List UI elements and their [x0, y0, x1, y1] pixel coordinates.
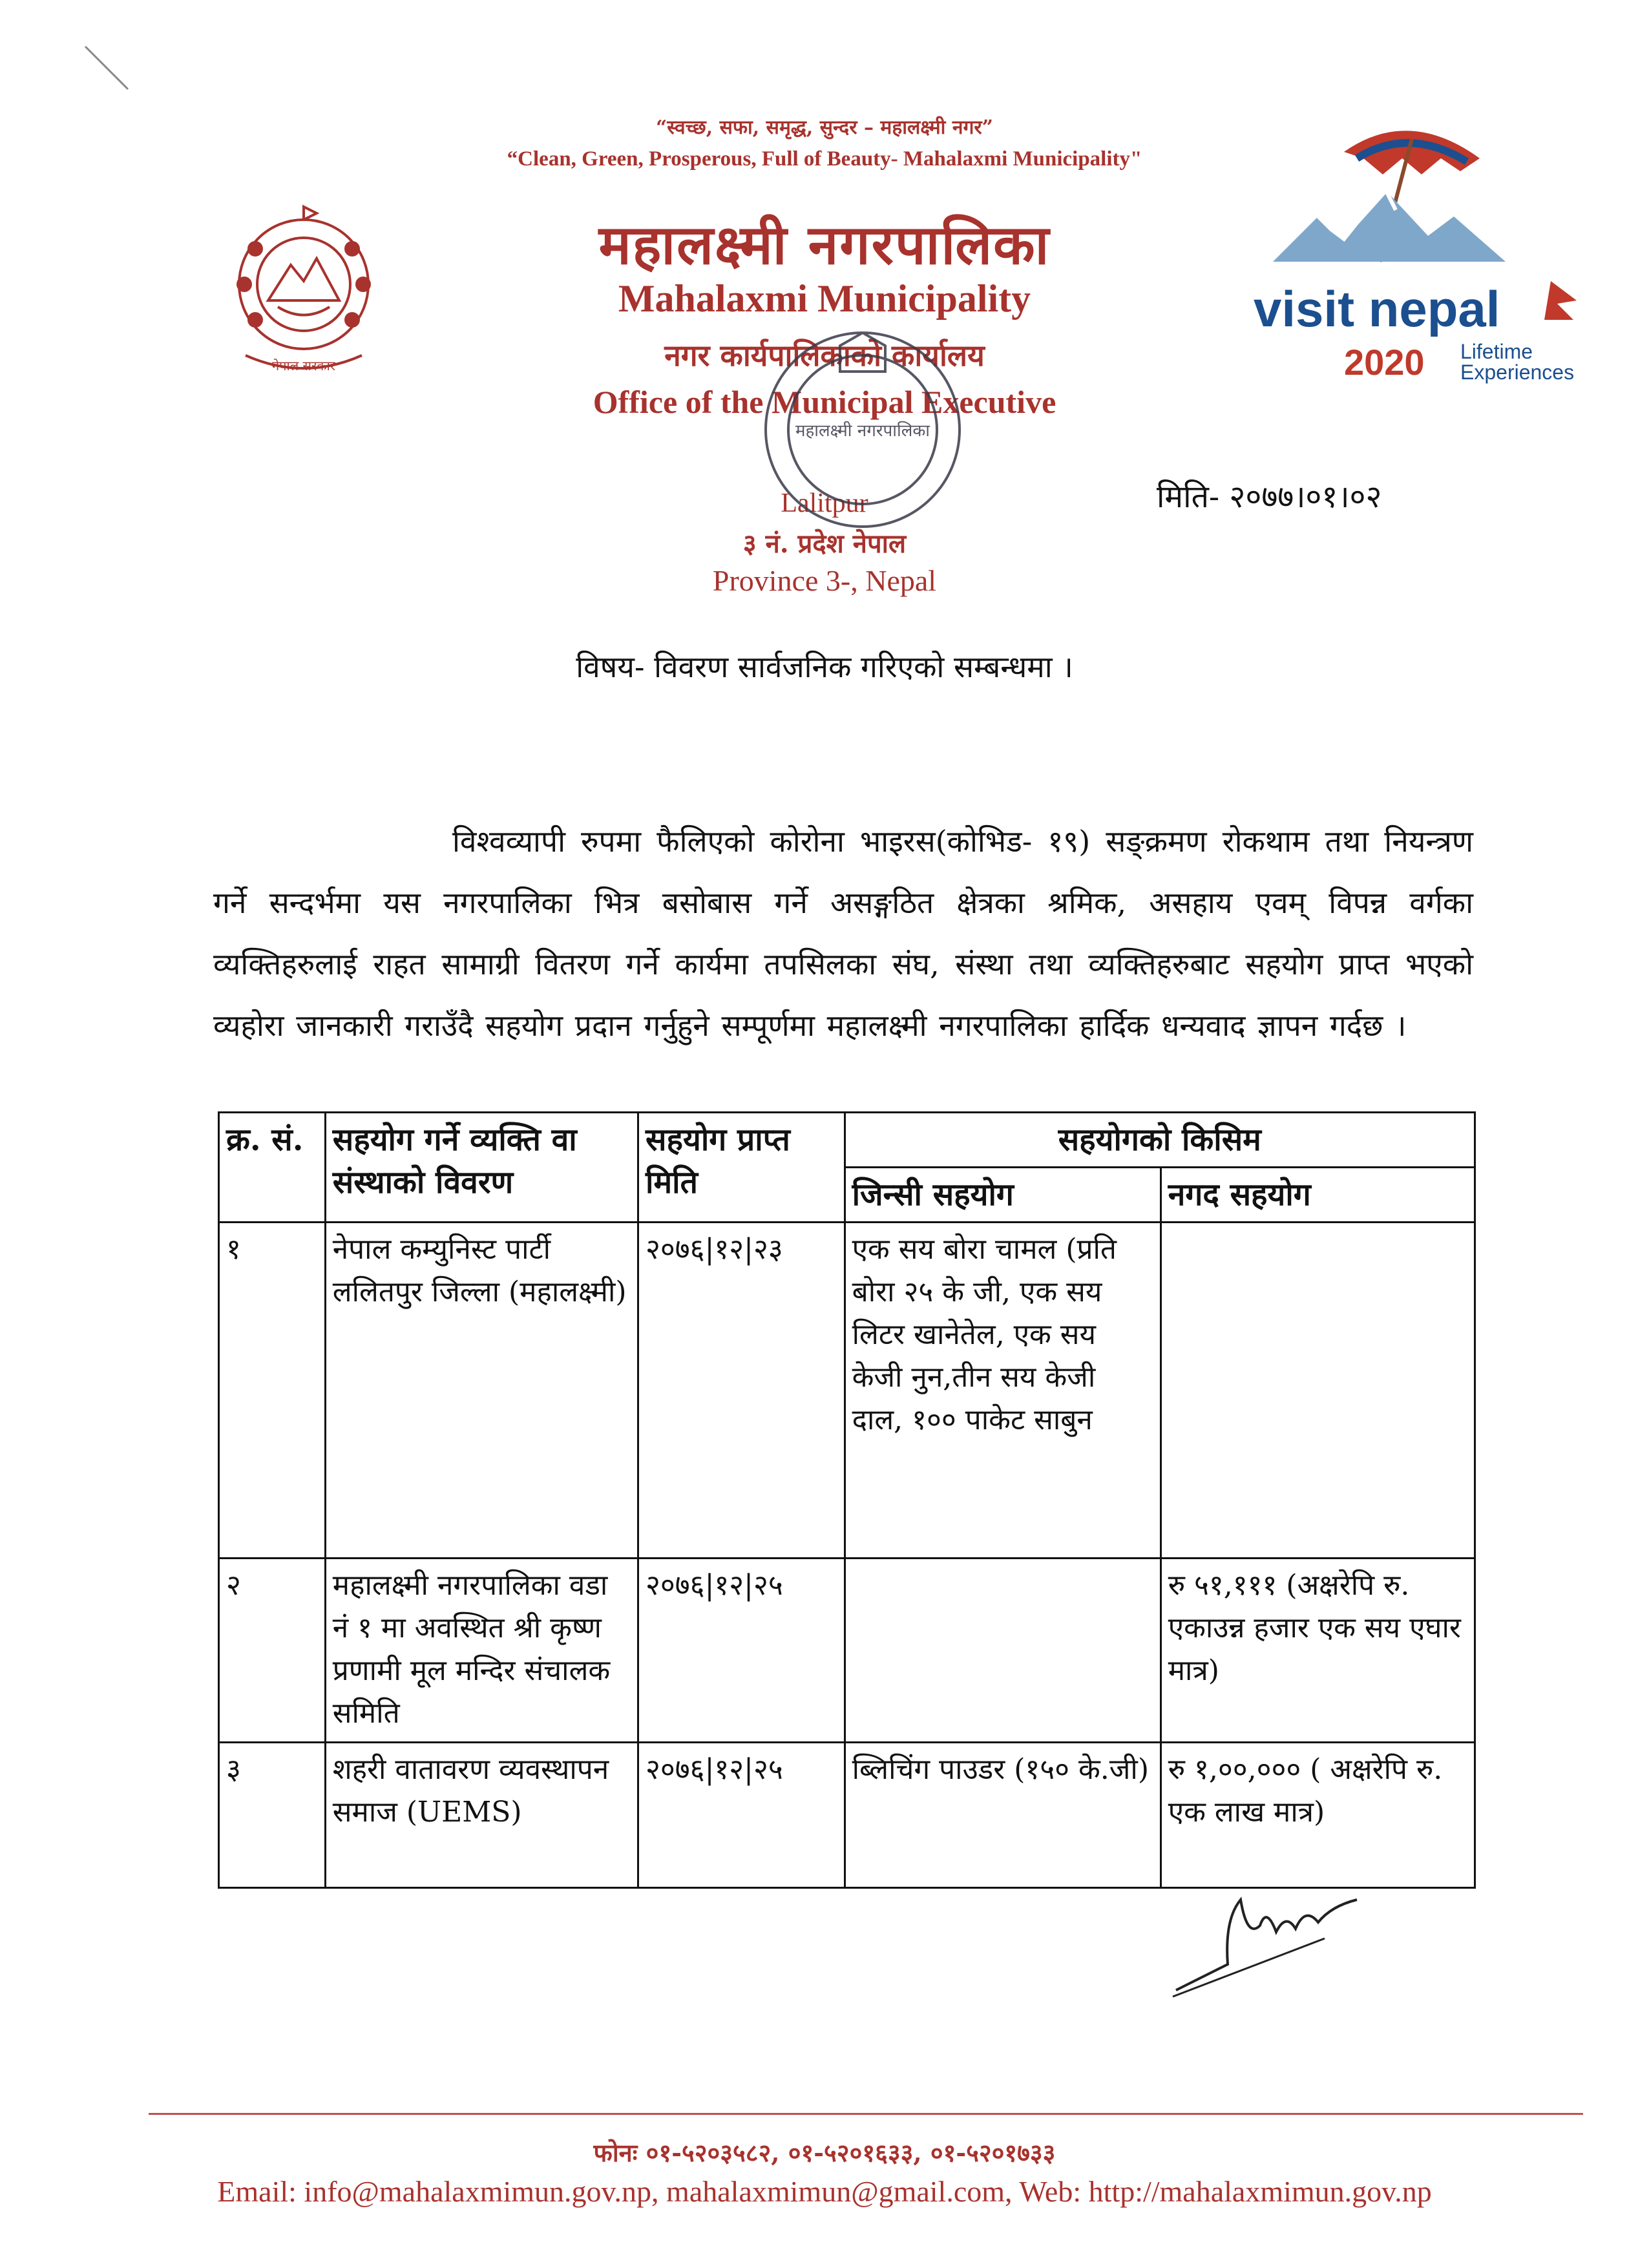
year-2020-text: 2020 [1344, 342, 1425, 383]
stamp-text: महालक्ष्मी नगरपालिका [795, 421, 930, 441]
header-date: सहयोग प्राप्त मिति [638, 1113, 845, 1223]
municipality-title-english: Mahalaxmi Municipality [618, 277, 1031, 320]
header-support-type: सहयोगको किसिम [845, 1113, 1475, 1168]
table-row [219, 1223, 1475, 1559]
letter-date: मिति- २०७७।०१।०२ [1157, 479, 1382, 515]
header-serial-number: क्र. सं. [219, 1113, 326, 1223]
slogan-nepali: “स्वच्छ, सफा, समृद्ध, सुन्दर – महालक्ष्मी नगर” [656, 116, 993, 139]
footer-phone: फोनः ०१-५२०३५८२, ०१-५२०१६३३, ०१-५२०१७३३ [593, 2138, 1056, 2167]
donations-table [218, 1111, 1476, 1889]
slogan-english: “Clean, Green, Prosperous, Full of Beauty- Mahalaxmi Municipality" [507, 147, 1142, 171]
province-nepali: ३ नं. प्रदेश नेपाल [742, 529, 907, 559]
handwritten-signature [1163, 1880, 1376, 2003]
office-name-nepali: नगर कार्यपालिकाको कार्यालय [664, 338, 985, 373]
cell-in-kind [845, 1559, 1161, 1743]
letter-body: विश्वव्यापी रुपमा फैलिएको कोरोना भाइरस(कोभिड- १९) सङ्क्रमण रोकथाम तथा नियन्त्रण गर्ने सन्दर्भमा यस नगरपालिका भित्र बसोबास गर्ने असङ्गठित क्षेत्रका श्रमिक, असहाय एवम् विपन्न वर्गका व्यक्तिहरुलाई राहत सामाग्री वितरण गर्ने कार्यमा तपसिलका संघ, संस्था तथा व्यक्तिहरुबाट सहयोग प्राप्त भएको व्यहोरा जानकारी गराउँदै सहयोग प्रदान गर्नुहुने सम्पूर्णमा महालक्ष्मी नगरपालिका हार्दिक धन्यवाद ज्ञापन गर्दछ । [213, 824, 1473, 1043]
header-in-kind: जिन्सी सहयोग [845, 1168, 1161, 1223]
cell-in-kind: ब्लिचिंग पाउडर (१५० के.जी) [845, 1743, 1161, 1888]
header-cash: नगद सहयोग [1161, 1168, 1475, 1223]
cell-date: २०७६|१२|२५ [638, 1743, 845, 1888]
office-name-english: Office of the Municipal Executive [593, 384, 1056, 420]
lifetime-text: Lifetime [1460, 340, 1533, 363]
header-donor: सहयोग गर्ने व्यक्ति वा संस्थाको विवरण [325, 1113, 638, 1223]
letter-subject: विषय- विवरण सार्वजनिक गरिएको सम्बन्धमा । [576, 649, 1073, 684]
footer-contact: Email: info@mahalaxmimun.gov.np, mahalaxmimun@gmail.com, Web: http://mahalaxmimun.gov.np [217, 2175, 1432, 2208]
municipality-title-nepali: महालक्ष्मी नगरपालिका [598, 213, 1051, 277]
city-name: Lalitpur [781, 488, 868, 518]
cell-date: २०७६|१२|२५ [638, 1559, 845, 1743]
office-stamp [756, 320, 969, 540]
cell-cash [1161, 1223, 1475, 1559]
visit-nepal-2020-logo [1247, 113, 1583, 391]
cell-cash: रु ५१,१११ (अक्षरेपि रु. एकाउन्न हजार एक सय एघार मात्र) [1161, 1559, 1475, 1743]
seal-text: नेपाल सरकार [272, 358, 335, 373]
cell-donor: नेपाल कम्युनिस्ट पार्टी ललितपुर जिल्ला (महालक्ष्मी) [325, 1223, 638, 1559]
footer-divider [149, 2113, 1583, 2115]
cell-in-kind: एक सय बोरा चामल (प्रति बोरा २५ के जी, एक सय लिटर खानेतेल, एक सय केजी नुन,तीन सय केजी दाल, १०० पाकेट साबुन [845, 1223, 1161, 1559]
cell-date: २०७६|१२|२३ [638, 1223, 845, 1559]
nepal-emblem-seal [207, 204, 401, 378]
experiences-text: Experiences [1460, 361, 1575, 384]
cell-serial-number: २ [219, 1559, 326, 1743]
cell-serial-number: ३ [219, 1743, 326, 1888]
cell-serial-number: १ [219, 1223, 326, 1559]
cell-cash: रु १,००,००० ( अक्षरेपि रु. एक लाख मात्र) [1161, 1743, 1475, 1888]
scan-mark [84, 45, 129, 90]
table-row [219, 1743, 1475, 1888]
visit-nepal-text: visit nepal [1254, 280, 1500, 337]
table-row [219, 1559, 1475, 1743]
cell-donor: महालक्ष्मी नगरपालिका वडा नं १ मा अवस्थित श्री कृष्ण प्रणामी मूल मन्दिर संचालक समिति [325, 1559, 638, 1743]
table-header-row [219, 1113, 1475, 1168]
province-english: Province 3-, Nepal [712, 564, 937, 597]
cell-donor: शहरी वातावरण व्यवस्थापन समाज (UEMS) [325, 1743, 638, 1888]
